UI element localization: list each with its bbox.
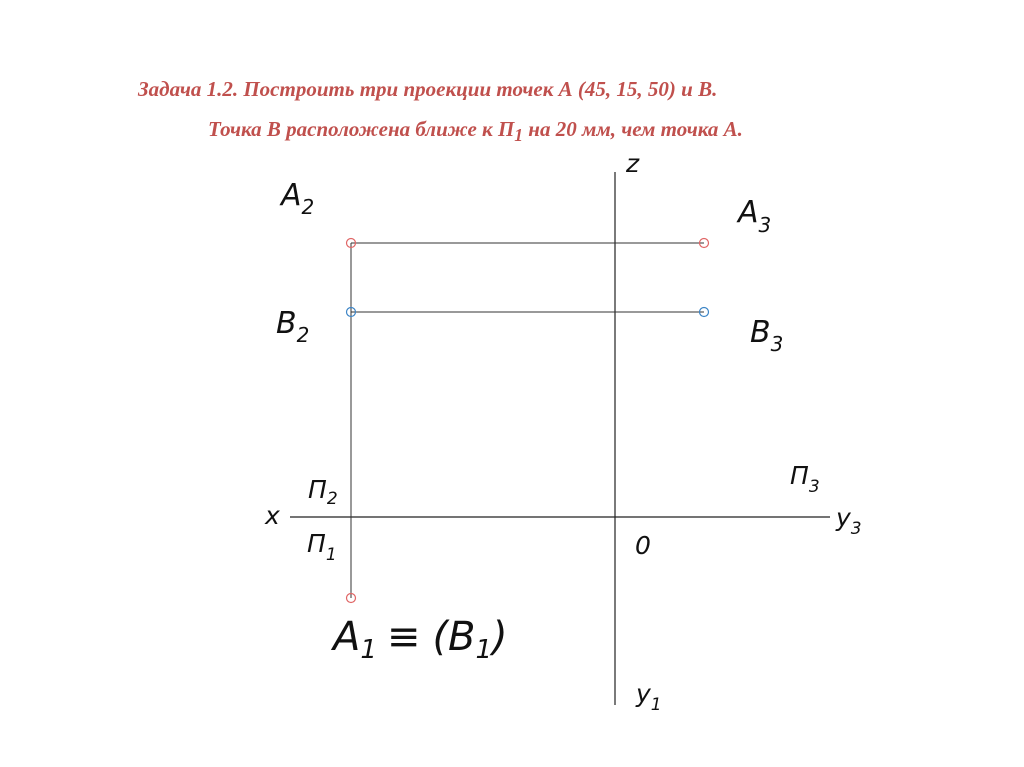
a2-subscript: 2 bbox=[301, 195, 315, 219]
plane-p3-label bbox=[790, 461, 820, 497]
y1-axis-label bbox=[635, 679, 662, 715]
x-axis-label: x bbox=[265, 501, 280, 530]
plane-p1-label bbox=[307, 529, 337, 565]
b1-open: (B bbox=[432, 614, 476, 660]
a1-subscript: 1 bbox=[360, 635, 377, 665]
a3-subscript: 3 bbox=[758, 213, 772, 237]
plane-p2-subscript: 2 bbox=[326, 489, 338, 509]
b2-letter: B bbox=[276, 306, 297, 341]
y1-axis-letter: y bbox=[636, 679, 651, 708]
plane-p3-letter: П bbox=[790, 461, 809, 490]
b1-subscript: 1 bbox=[475, 635, 493, 665]
plane-p2-letter: П bbox=[308, 475, 327, 504]
a1-letter: A bbox=[333, 614, 361, 660]
task-text-2-suffix: на 20 мм, чем точка А. bbox=[523, 117, 743, 141]
task-text-1: Задача 1.2. Построить три проекции точек А (45, 15, 50) и В. bbox=[138, 77, 718, 101]
b3-label bbox=[750, 315, 783, 356]
b2-label bbox=[276, 306, 309, 347]
b1-close: ) bbox=[492, 614, 508, 660]
a2-label bbox=[279, 178, 314, 219]
plane-p1-subscript: 1 bbox=[325, 545, 337, 565]
equivalence-sign: ≡ bbox=[386, 614, 421, 660]
b2-subscript: 2 bbox=[296, 323, 310, 347]
origin-label: 0 bbox=[635, 531, 651, 560]
plane-p1-letter: П bbox=[307, 529, 326, 558]
b3-letter: B bbox=[750, 315, 771, 350]
plane-p2-label bbox=[308, 475, 338, 509]
task-text-2-prefix: Точка В расположена ближе к П bbox=[208, 117, 515, 141]
a3-label bbox=[736, 195, 771, 237]
plane-p3-subscript: 3 bbox=[808, 477, 820, 497]
a2-letter: A bbox=[281, 178, 302, 213]
b3-subscript: 3 bbox=[770, 332, 784, 356]
y3-axis-subscript: 3 bbox=[850, 519, 862, 539]
y1-axis-subscript: 1 bbox=[650, 695, 662, 715]
task-text-2-subscript: 1 bbox=[514, 125, 524, 146]
y3-axis-label bbox=[835, 503, 862, 539]
a1-b1-label bbox=[330, 614, 508, 665]
y3-axis-letter: y bbox=[836, 503, 851, 532]
a3-letter: A bbox=[738, 195, 759, 230]
z-axis-label: z bbox=[626, 149, 640, 178]
